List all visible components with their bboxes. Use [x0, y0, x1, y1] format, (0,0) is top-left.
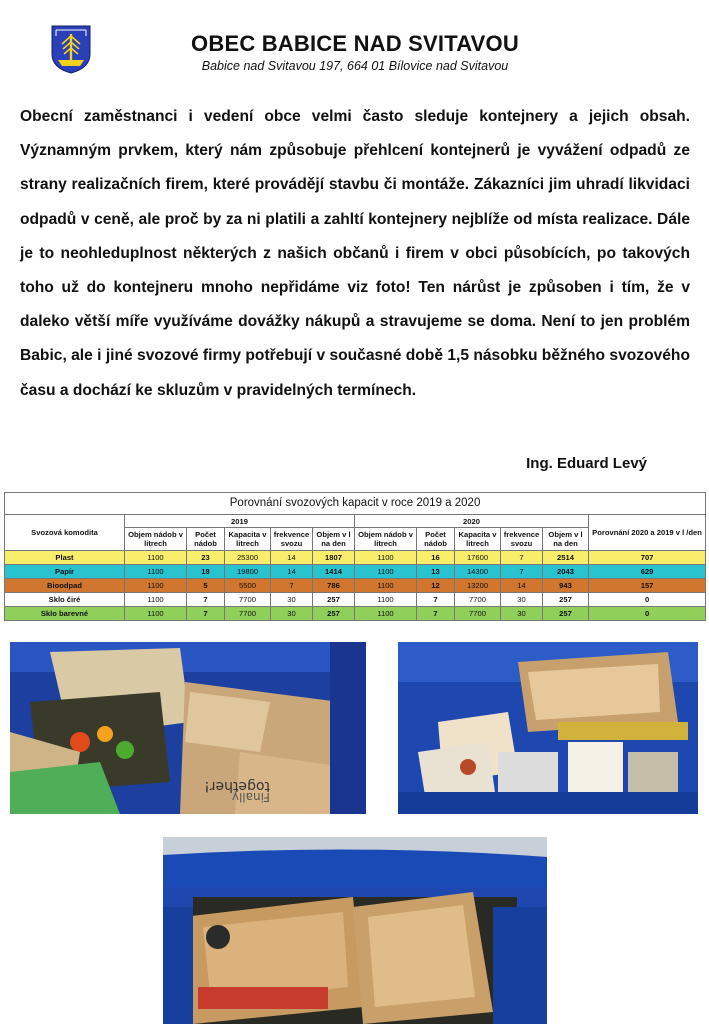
- value-cell-2019: 25300: [225, 551, 271, 565]
- page-title: OBEC BABICE NAD SVITAVOU: [191, 31, 519, 56]
- value-cell-2020: 943: [543, 579, 589, 593]
- value-cell-2019: 786: [313, 579, 355, 593]
- value-cell-2019: 14: [271, 551, 313, 565]
- value-cell-2020: 7: [417, 607, 455, 621]
- value-cell-2020: 1100: [355, 551, 417, 565]
- value-cell-2019: 1100: [125, 607, 187, 621]
- value-cell-2019: 5: [187, 579, 225, 593]
- box-print-text: Finally: [231, 790, 270, 804]
- value-cell-2020: 2043: [543, 565, 589, 579]
- commodity-cell: Plast: [5, 551, 125, 565]
- article-paragraph: Obecní zaměstnanci i vedení obce velmi často sleduje kontejnery a jejich obsah. Významným prvkem, který nám způsobuje přehlcení kontejnerů je vyvážení odpadů ze strany realizačních firem, které provádějí stavbu či montáže. Zákazníci jim uhradí likvidaci odpadů v ceně, ale proč by za ni platili a zahltí kontejnery nejblíže od místa realizace. Dále je to neohleduplnost některých z našich občanů i firem v obci působících, po takových toho už do kontejneru mnoho nepřidáme viz foto! Ten nárůst je způsoben i tím, že v daleko větší míře využíváme dovážky nákupů a stravujeme se doma. Není to jen problém Babic, ale i jiné svozové firmy potřebují v současné době 1,5 násobku běžného svozového času a dochází ke skluzům v pravidelných termínech.: [20, 108, 690, 399]
- value-cell-2020: 14300: [455, 565, 501, 579]
- value-cell-2019: 1414: [313, 565, 355, 579]
- comparison-cell: 0: [589, 607, 706, 621]
- value-cell-2020: 13: [417, 565, 455, 579]
- header-volume: Objem nádob v litrech: [125, 528, 187, 551]
- table-row: [5, 565, 706, 579]
- municipality-crest-icon: [50, 24, 92, 74]
- table-row: [5, 607, 706, 621]
- value-cell-2019: 257: [313, 593, 355, 607]
- value-cell-2020: 1100: [355, 593, 417, 607]
- value-cell-2019: 14: [271, 565, 313, 579]
- value-cell-2019: 7: [187, 607, 225, 621]
- photo-overfilled-container-3: [163, 837, 547, 1024]
- value-cell-2020: 14: [501, 579, 543, 593]
- header-capacity: Kapacita v litrech: [225, 528, 271, 551]
- value-cell-2020: 7700: [455, 593, 501, 607]
- table-row: [5, 579, 706, 593]
- header-volume: Objem nádob v litrech: [355, 528, 417, 551]
- value-cell-2019: 7: [271, 579, 313, 593]
- value-cell-2019: 1100: [125, 593, 187, 607]
- header-comparison: Porovnání 2020 a 2019 v l /den: [589, 515, 706, 551]
- header-year-2019: 2019: [125, 515, 355, 528]
- table-row: [5, 593, 706, 607]
- photo-overfilled-container-2: [398, 642, 698, 814]
- value-cell-2020: 7: [417, 593, 455, 607]
- value-cell-2020: 30: [501, 607, 543, 621]
- header-frequency: frekvence svozu: [271, 528, 313, 551]
- value-cell-2020: 17600: [455, 551, 501, 565]
- value-cell-2019: 30: [271, 607, 313, 621]
- commodity-cell: Sklo barevné: [5, 607, 125, 621]
- header-year-2020: 2020: [355, 515, 589, 528]
- value-cell-2020: 16: [417, 551, 455, 565]
- header-frequency: frekvence svozu: [501, 528, 543, 551]
- value-cell-2019: 18: [187, 565, 225, 579]
- comparison-cell: 707: [589, 551, 706, 565]
- header-daily: Objem v l na den: [543, 528, 589, 551]
- value-cell-2020: 7700: [455, 607, 501, 621]
- value-cell-2020: 2514: [543, 551, 589, 565]
- value-cell-2020: 1100: [355, 607, 417, 621]
- photo-overfilled-container-1: [10, 642, 366, 814]
- comparison-cell: 0: [589, 593, 706, 607]
- value-cell-2019: 7700: [225, 607, 271, 621]
- header-commodity: Svozová komodita: [5, 515, 125, 551]
- value-cell-2020: 257: [543, 607, 589, 621]
- value-cell-2020: 1100: [355, 579, 417, 593]
- value-cell-2019: 30: [271, 593, 313, 607]
- commodity-cell: Papír: [5, 565, 125, 579]
- commodity-cell: Bioodpad: [5, 579, 125, 593]
- header-count: Počet nádob: [417, 528, 455, 551]
- comparison-cell: 629: [589, 565, 706, 579]
- value-cell-2020: 30: [501, 593, 543, 607]
- value-cell-2020: 7: [501, 551, 543, 565]
- value-cell-2019: 7: [187, 593, 225, 607]
- value-cell-2019: 7700: [225, 593, 271, 607]
- value-cell-2019: 19800: [225, 565, 271, 579]
- header-capacity: Kapacita v litrech: [455, 528, 501, 551]
- value-cell-2020: 7: [501, 565, 543, 579]
- value-cell-2020: 257: [543, 593, 589, 607]
- table-title: Porovnání svozových kapacit v roce 2019 a 2020: [5, 493, 706, 515]
- value-cell-2019: 1100: [125, 551, 187, 565]
- value-cell-2019: 257: [313, 607, 355, 621]
- article-body: [20, 100, 690, 408]
- header-count: Počet nádob: [187, 528, 225, 551]
- header-daily: Objem v l na den: [313, 528, 355, 551]
- municipality-address: Babice nad Svitavou 197, 664 01 Bílovice nad Svitavou: [201, 59, 509, 73]
- value-cell-2020: 1100: [355, 565, 417, 579]
- box-print-text: together!: [204, 778, 270, 794]
- table-row: [5, 551, 706, 565]
- capacity-comparison-table: [4, 492, 706, 621]
- signature: Ing. Eduard Levý: [526, 455, 647, 472]
- comparison-cell: 157: [589, 579, 706, 593]
- value-cell-2019: 23: [187, 551, 225, 565]
- value-cell-2020: 12: [417, 579, 455, 593]
- value-cell-2019: 1100: [125, 579, 187, 593]
- value-cell-2019: 1807: [313, 551, 355, 565]
- value-cell-2019: 1100: [125, 565, 187, 579]
- value-cell-2020: 13200: [455, 579, 501, 593]
- value-cell-2019: 5500: [225, 579, 271, 593]
- commodity-cell: Sklo čiré: [5, 593, 125, 607]
